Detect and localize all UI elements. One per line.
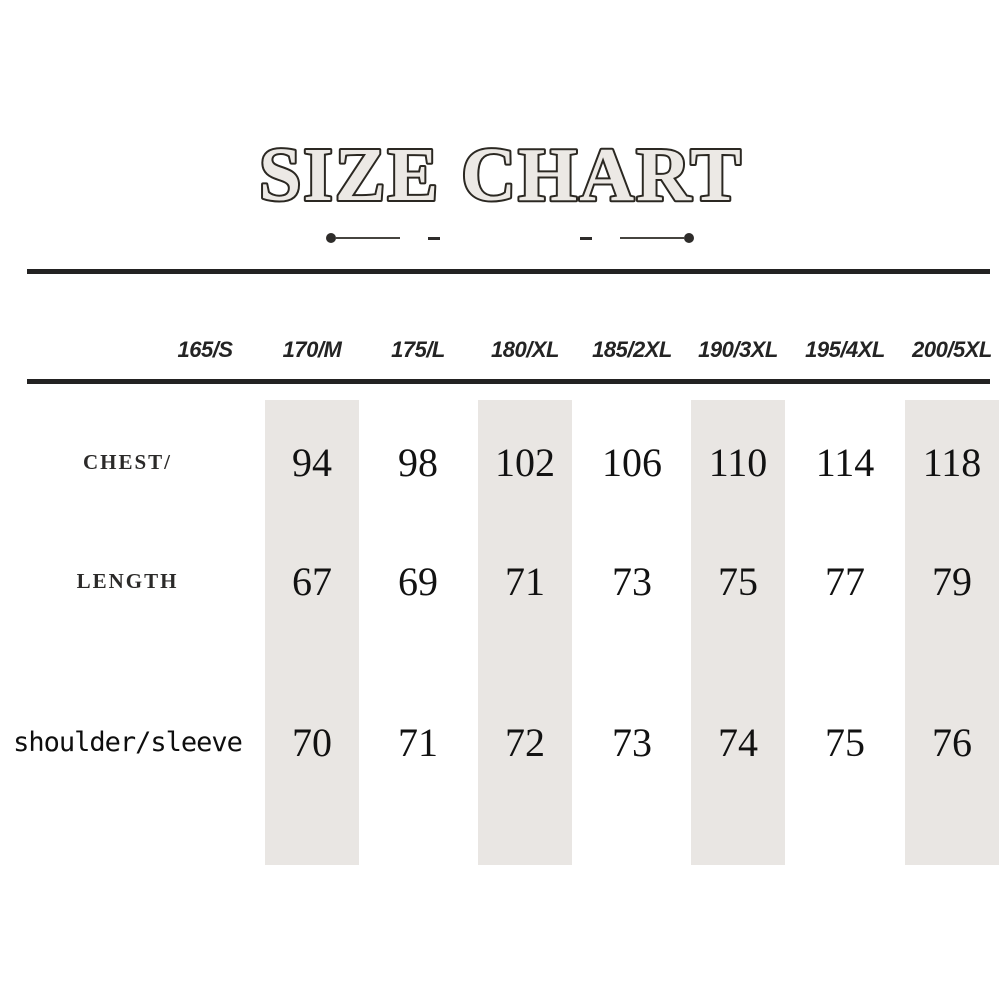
table-cell: 67: [292, 558, 332, 604]
row-label: LENGTH: [76, 568, 179, 593]
table-cell: 76: [932, 719, 972, 765]
divider-dot-right: [684, 233, 694, 243]
page-title-graphic: [0, 128, 1002, 224]
size-column-header: 200/5XL: [912, 337, 992, 362]
size-column-header: 170/M: [282, 337, 342, 362]
table-cell: 114: [815, 440, 875, 485]
divider-dash-right: [580, 237, 592, 240]
table-row: [0, 637, 1002, 847]
table-cell: 106: [602, 440, 662, 485]
table-cell: 73: [612, 719, 652, 765]
table-cell: 71: [505, 558, 545, 604]
table-cell: [152, 400, 258, 525]
table-cell: 74: [718, 719, 758, 765]
horizontal-rule-top: [27, 269, 990, 274]
size-header-row: [0, 328, 1002, 372]
table-cell: 77: [825, 558, 865, 604]
horizontal-rule-header: [27, 379, 990, 384]
table-cell: 75: [718, 558, 758, 604]
table-cell: 72: [505, 719, 545, 765]
table-cell: 102: [495, 440, 555, 485]
table-cell: 98: [398, 440, 438, 485]
divider-dash-left: [428, 237, 440, 240]
divider-dot-left: [326, 233, 336, 243]
table-cell: [152, 637, 258, 847]
row-label: CHEST/: [82, 450, 173, 474]
size-column-header: 180/XL: [491, 337, 559, 362]
table-cell: 79: [932, 558, 972, 604]
table-cell: 69: [398, 558, 438, 604]
size-column-header: 175/L: [391, 337, 445, 362]
size-table-body: [0, 400, 1002, 865]
table-cell: 94: [292, 440, 332, 485]
row-label: shoulder/sleeve: [13, 726, 242, 758]
title-divider-ornament: [0, 230, 1002, 246]
table-cell: 110: [708, 440, 768, 485]
size-column-header: 165/S: [177, 337, 233, 362]
table-row: [0, 525, 1002, 637]
divider-line-right: [620, 237, 684, 239]
page-title: SIZE CHART: [258, 133, 744, 217]
table-cell: 73: [612, 558, 652, 604]
table-cell: 75: [825, 719, 865, 765]
table-cell: 118: [922, 440, 982, 485]
size-column-header: 195/4XL: [805, 337, 885, 362]
size-column-header: 185/2XL: [592, 337, 672, 362]
divider-line-left: [336, 237, 400, 239]
table-row: [0, 400, 1002, 525]
table-cell: 70: [292, 719, 332, 765]
table-cell: 71: [398, 719, 438, 765]
table-cell: [152, 525, 258, 637]
size-column-header: 190/3XL: [698, 337, 778, 362]
